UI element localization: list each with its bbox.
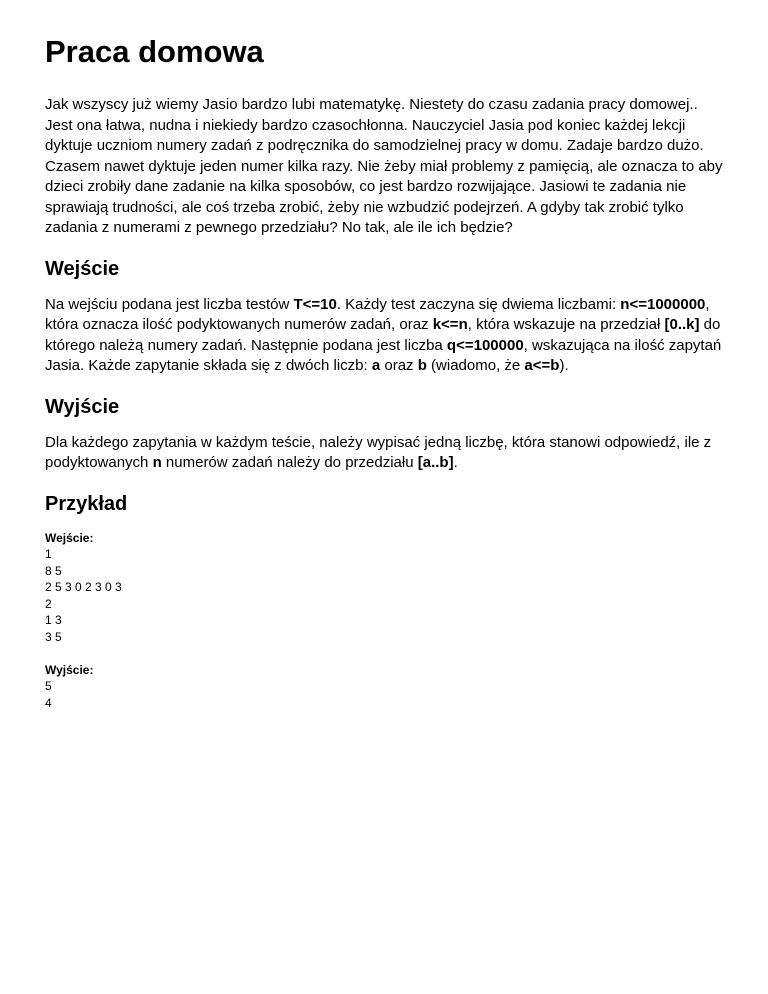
example-output-line: 5 [45,679,52,694]
example-heading: Przykład [45,492,128,515]
input-heading: Wejście [45,257,120,280]
page-title: Praca domowa [45,34,264,69]
example-input-line: 3 5 [45,630,62,645]
example-input-line: 1 [45,547,52,562]
intro-paragraph: Jak wszyscy już wiemy Jasio bardzo lubi matematykę. Niestety do czasu zadania pracy domowej.. Jest ona łatwa, nudna i niekiedy bardzo czasochłonna. Nauczyciel Jasia pod koniec każdej lekcji dyktuje uczniom numery zadań z podręcznika do samodzielnej pracy w domu. Zadaje bardzo dużo. Czasem nawet dyktuje jeden numer kilka razy. Nie żeby miał problemy z pamięcią, ale oznacza to aby dzieci zrobiły dane zadanie na kilka sposobów, co jest bardzo rozwijające. Jasiowi te zadania nie sprawiają trudności, ale coś trzeba zrobić, żeby nie wzbudzić podejrzeń. A gdyby tak zrobić tylko zadania z numerami z pewnego przedziału? No tak, ale ile ich będzie? [45,96,723,236]
example-output-block [45,662,728,712]
output-heading: Wyjście [45,395,120,418]
example-input-line: 8 5 [45,563,62,578]
example-output-line: 4 [45,695,52,710]
example-input-block [45,530,728,646]
example-input-line: 2 5 3 0 2 3 0 3 [45,580,122,595]
example-input-line: 2 [45,596,52,611]
input-paragraph: Na wejściu podana jest liczba testów T<=10. Każdy test zaczyna się dwiema liczbami: n<=1000000, która oznacza ilość podyktowanych numerów zadań, oraz k<=n, która wskazuje na przedział [0..k] do którego należą numery zadań. Następnie podana jest liczba q<=100000, wskazująca na ilość zapytań Jasia. Każde zapytanie składa się z dwóch liczb: a oraz b (wiadomo, że a<=b). [45,295,722,374]
output-paragraph: Dla każdego zapytania w każdym teście, należy wypisać jedną liczbę, która stanowi odpowiedź, ile z podyktowanych n numerów zadań należy do przedziału [a..b]. [45,433,712,471]
example-section [45,530,728,712]
example-input-line: 1 3 [45,613,62,628]
example-output-label: Wyjście: [45,662,94,677]
example-input-label: Wejście: [45,530,94,545]
